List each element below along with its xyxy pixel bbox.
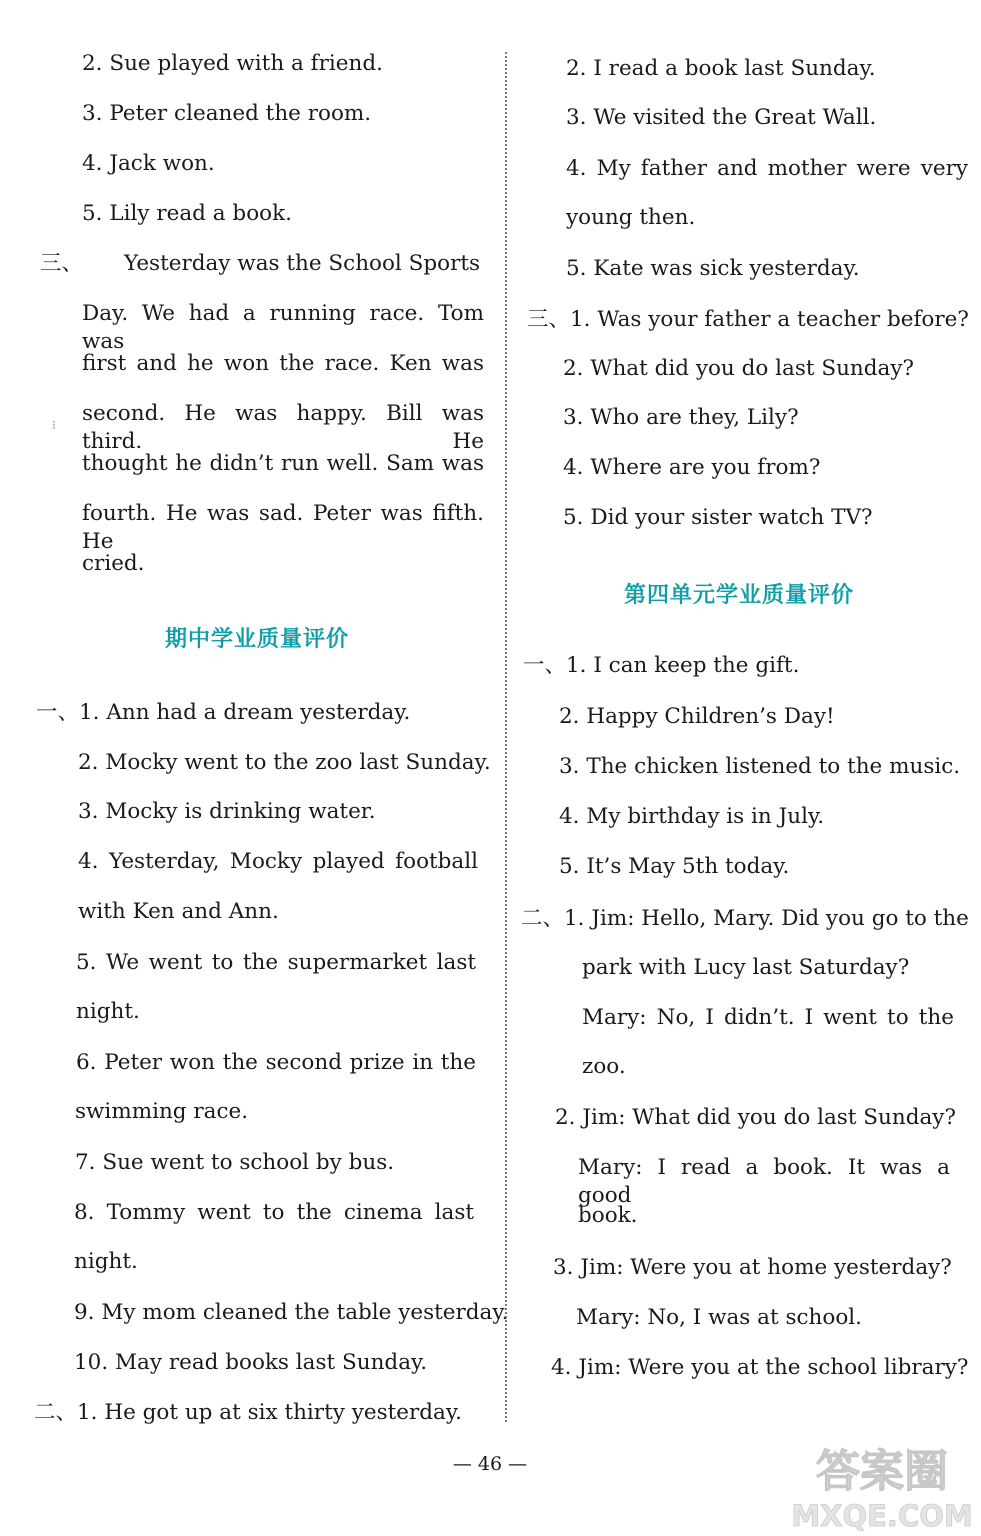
answer-line: 4. Where are you from? <box>563 455 821 480</box>
passage-line: first and he won the race. Ken was <box>82 351 484 376</box>
answer-line: 4. My birthday is in July. <box>559 804 825 829</box>
answer-line: 2. I read a book last Sunday. <box>566 56 876 81</box>
answer-line: Mary: I read a book. It was a good <box>578 1155 950 1208</box>
answer-line: 5. Kate was sick yesterday. <box>566 256 860 281</box>
answer-line: night. <box>74 1249 138 1274</box>
answer-line: 6. Peter won the second prize in the <box>76 1050 476 1075</box>
margin-mark: ⁝ <box>52 418 56 432</box>
answer-line: 三、1. Was your father a teacher before? <box>527 307 969 332</box>
answer-line: 7. Sue went to school by bus. <box>75 1150 395 1175</box>
answer-line: park with Lucy last Saturday? <box>582 955 910 980</box>
answer-line: 2. Jim: What did you do last Sunday? <box>555 1105 956 1130</box>
answer-line: 一、1. Ann had a dream yesterday. <box>36 700 411 725</box>
answer-line: 3. Jim: Were you at home yesterday? <box>553 1255 952 1280</box>
answer-line: 5. Lily read a book. <box>82 201 292 226</box>
answer-line: 5. It’s May 5th today. <box>559 854 790 879</box>
answer-line: book. <box>578 1203 638 1228</box>
answer-line: 3. We visited the Great Wall. <box>566 105 877 130</box>
passage-line: Day. We had a running race. Tom was <box>82 301 484 354</box>
answer-line: 10. May read books last Sunday. <box>74 1350 428 1375</box>
answer-line: 5. We went to the supermarket last <box>76 950 476 975</box>
answer-line: 3. Who are they, Lily? <box>563 405 799 430</box>
column-divider <box>505 52 507 1422</box>
watermark-logo-text: 答案圈 <box>816 1446 948 1497</box>
answer-line: 5. Did your sister watch TV? <box>563 505 873 530</box>
answer-line: night. <box>76 999 140 1024</box>
answer-line: 二、1. Jim: Hello, Mary. Did you go to the <box>521 906 969 931</box>
answer-line: 8. Tommy went to the cinema last <box>74 1200 474 1225</box>
answer-line: 9. My mom cleaned the table yesterday. <box>74 1300 509 1325</box>
answer-line: 2. Sue played with a friend. <box>82 51 383 76</box>
section-three-start: 三、 Yesterday was the School Sports <box>40 251 481 276</box>
passage-line: second. He was happy. Bill was third. He <box>82 401 484 454</box>
page-number: — 46 — <box>452 1453 528 1475</box>
answer-line: 一、1. I can keep the gift. <box>523 653 800 678</box>
answer-line: 3. Mocky is drinking water. <box>78 799 376 824</box>
passage-line: fourth. He was sad. Peter was fifth. He <box>82 501 484 554</box>
watermark-logo <box>790 1438 975 1534</box>
answer-line: with Ken and Ann. <box>78 899 279 924</box>
answer-line: 4. Yesterday, Mocky played football <box>78 849 478 874</box>
answer-line: 4. Jack won. <box>82 151 215 176</box>
answer-line: 2. Mocky went to the zoo last Sunday. <box>78 750 491 775</box>
section-heading-unit-four: 第四单元学业质量评价 <box>624 582 855 608</box>
answer-line: young then. <box>566 205 696 230</box>
answer-line: 3. Peter cleaned the room. <box>82 101 372 126</box>
passage-line: thought he didn’t run well. Sam was <box>82 451 484 476</box>
answer-line: Mary: No, I didn’t. I went to the <box>582 1005 954 1030</box>
passage-line: cried. <box>82 551 145 576</box>
answer-line: 3. The chicken listened to the music. <box>559 754 961 779</box>
answer-line: 4. My father and mother were very <box>566 156 968 181</box>
answer-line: 2. Happy Children’s Day! <box>559 704 835 729</box>
answer-line: 4. Jim: Were you at the school library? <box>551 1355 969 1380</box>
answer-line: swimming race. <box>75 1099 249 1124</box>
section-heading-midterm: 期中学业质量评价 <box>165 626 350 652</box>
answer-line: Mary: No, I was at school. <box>576 1305 862 1330</box>
answer-line: zoo. <box>582 1054 626 1079</box>
answer-line: 二、1. He got up at six thirty yesterday. <box>34 1400 462 1425</box>
watermark-url-text: MXQE.COM <box>791 1499 973 1533</box>
answer-line: 2. What did you do last Sunday? <box>563 356 915 381</box>
